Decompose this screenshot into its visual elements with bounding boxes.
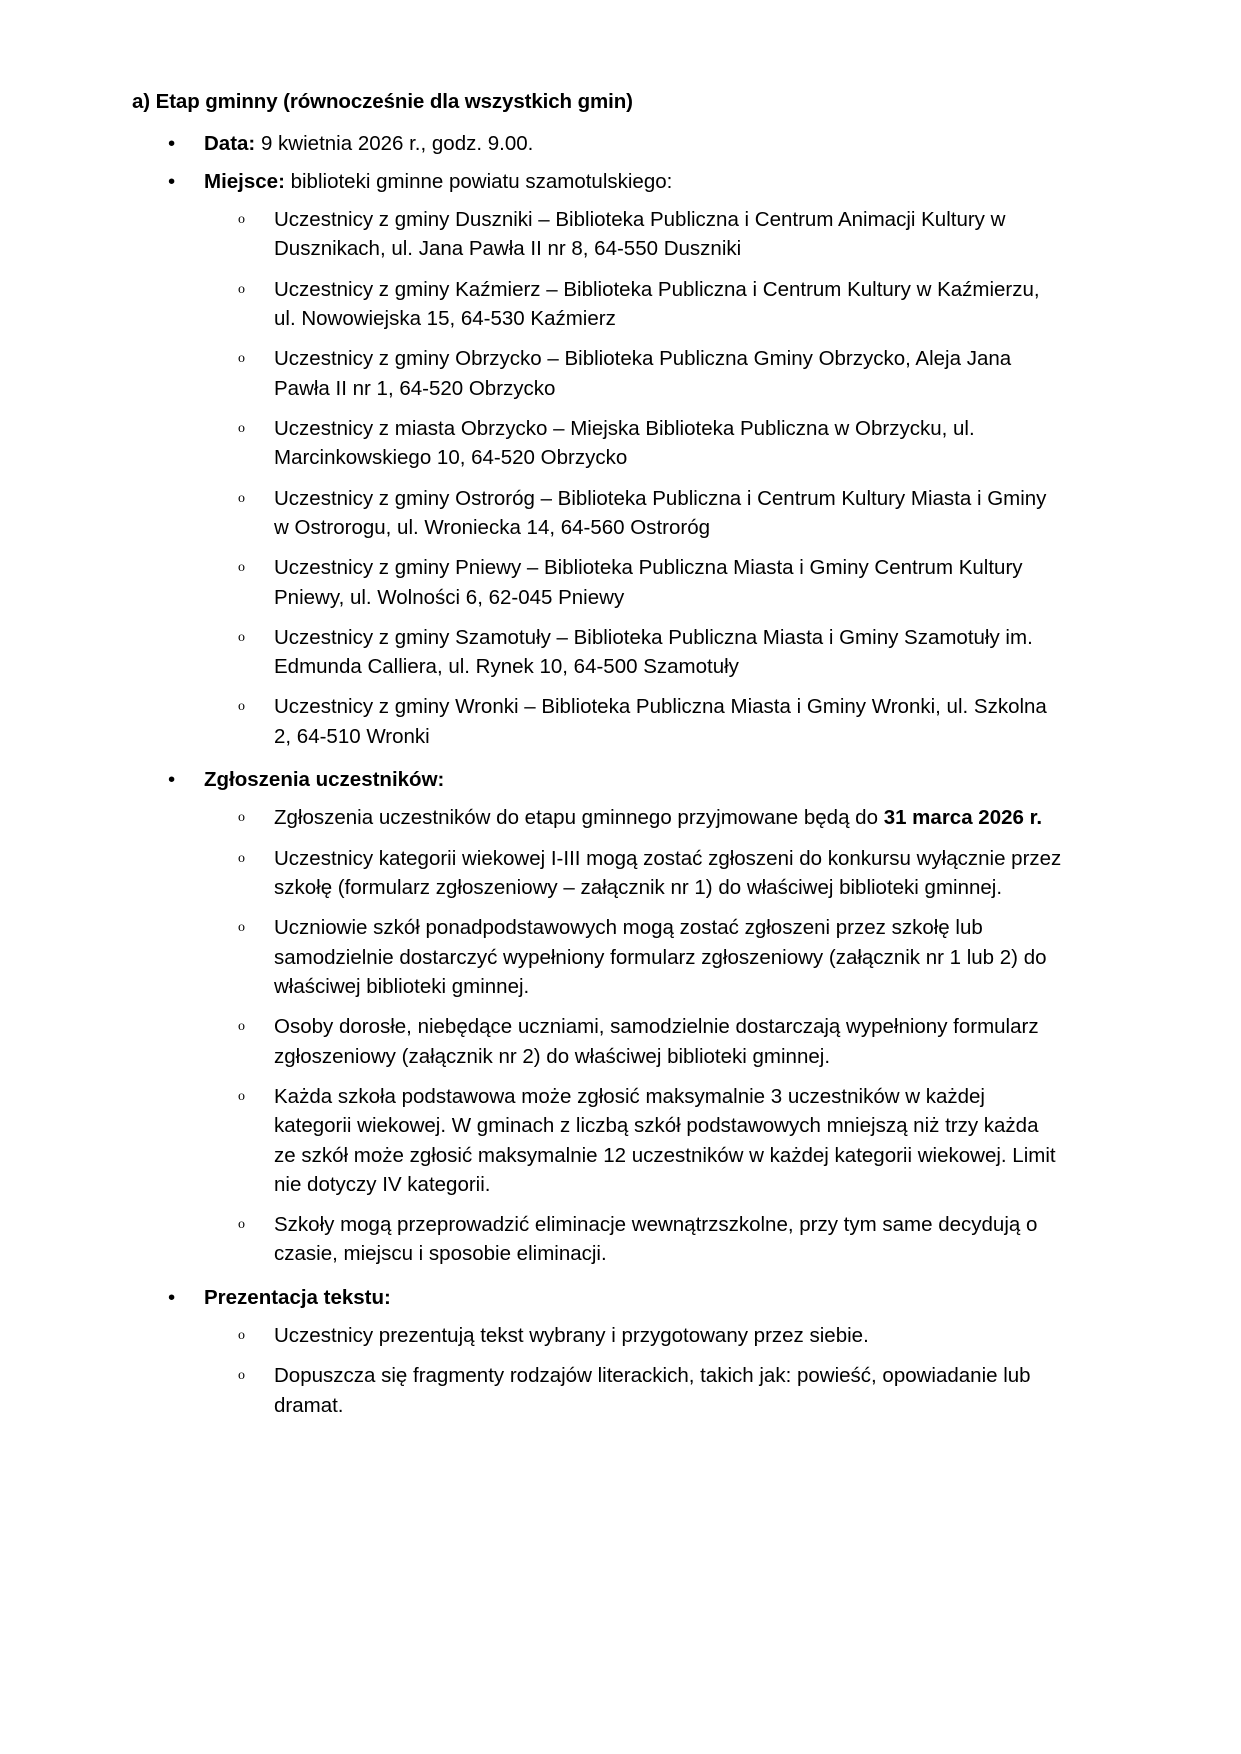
list-item-library — [204, 414, 1091, 473]
sub-bullet-icon: o — [238, 560, 245, 576]
rule-termin — [274, 803, 1064, 832]
sub-bullet-icon: o — [238, 850, 245, 866]
list-item-miejsce — [132, 167, 1091, 751]
main-list — [132, 129, 1091, 1420]
sub-bullet-icon: o — [238, 1019, 245, 1035]
rule-termin-prefix: Zgłoszenia uczestników do etapu gminnego przyjmowane będą do — [274, 806, 884, 830]
list-item-zgloszenia-text — [204, 765, 1091, 794]
value-data: 9 kwietnia 2026 r., godz. 9.00. — [255, 132, 534, 156]
rule-osoby-dorosle: Osoby dorosłe, niebędące uczniami, samodzielnie dostarczają wypełniony formularz zgłoszeniowy (załącznik nr 2) do właściwej biblioteki gminnej. — [274, 1015, 1039, 1068]
sub-bullet-icon: o — [238, 490, 245, 506]
list-item-rule — [204, 1361, 1091, 1420]
library-list — [204, 205, 1091, 751]
list-item-rule — [204, 1082, 1091, 1199]
sub-bullet-icon: o — [238, 1088, 245, 1104]
sub-bullet-icon: o — [238, 1328, 245, 1344]
list-item-rule — [204, 913, 1091, 1001]
library-kazmierz: Uczestnicy z gminy Kaźmierz – Biblioteka Publiczna i Centrum Kultury w Kaźmierzu, ul. Nowowiejska 15, 64-530 Kaźmierz — [274, 277, 1040, 331]
library-obrzycko-gmina: Uczestnicy z gminy Obrzycko – Biblioteka Publiczna Gminy Obrzycko, Aleja Jana Pawła II nr 1, 64-520 Obrzycko — [274, 347, 1012, 400]
sub-bullet-icon: o — [238, 629, 245, 645]
list-item-prezentacja — [132, 1283, 1091, 1420]
list-item-library — [204, 205, 1091, 264]
list-item-library — [204, 344, 1091, 403]
page-title: a) Etap gminny (równocześnie dla wszystkich gmin) — [132, 90, 633, 113]
rule-ponadpodstawowe: Uczniowie szkół ponadpodstawowych mogą zostać zgłoszeni przez szkołę lub samodzielnie dostarczyć wypełniony formularz zgłoszeniowy (załącznik nr 1 lub 2) do właściwej biblioteki gminnej. — [274, 916, 1047, 998]
list-item-library — [204, 275, 1091, 334]
list-item-data — [132, 129, 1091, 158]
list-item-rule — [204, 1012, 1091, 1071]
list-item-prezentacja-text — [204, 1283, 1091, 1312]
sub-bullet-icon: o — [238, 351, 245, 367]
prezentacja-sublist — [204, 1321, 1091, 1420]
library-duszniki: Uczestnicy z gminy Duszniki – Biblioteka Publiczna i Centrum Animacji Kultury w Dusznikach, ul. Jana Pawła II nr 8, 64-550 Duszniki — [274, 208, 1006, 261]
sub-bullet-icon: o — [238, 420, 245, 436]
sub-bullet-icon: o — [238, 920, 245, 936]
list-item-miejsce-text — [204, 167, 1091, 196]
rule-limity: Każda szkoła podstawowa może zgłosić maksymalnie 3 uczestników w każdej kategorii wiekowej. W gminach z liczbą szkół podstawowych mniejszą niż trzy każda ze szkół może zgłosić maksymalnie 12 uczestników w każdej kategorii wiekowej. Limit nie dotyczy IV kategorii. — [274, 1084, 1056, 1196]
sub-bullet-icon: o — [238, 212, 245, 228]
library-wronki: Uczestnicy z gminy Wronki – Biblioteka Publiczna Miasta i Gminy Wronki, ul. Szkolna 2, 64-510 Wronki — [274, 695, 1047, 748]
label-zgloszenia: Zgłoszenia uczestników: — [204, 768, 445, 792]
rule-kategorie-1-3: Uczestnicy kategorii wiekowej I-III mogą zostać zgłoszeni do konkursu wyłącznie przez szkołę (formularz zgłoszeniowy – załącznik nr 1) do właściwej biblioteki gminnej. — [274, 846, 1062, 900]
library-szamotuly: Uczestnicy z gminy Szamotuły – Biblioteka Publiczna Miasta i Gminy Szamotuły im. Edmunda Calliera, ul. Rynek 10, 64-500 Szamotuły — [274, 625, 1033, 679]
sub-bullet-icon: o — [238, 810, 245, 826]
library-pniewy: Uczestnicy z gminy Pniewy – Biblioteka Publiczna Miasta i Gminy Centrum Kultury Pniewy, ul. Wolności 6, 62-045 Pniewy — [274, 556, 1023, 609]
list-item-rule — [204, 1321, 1091, 1350]
list-item-rule — [204, 1210, 1091, 1269]
sub-bullet-icon: o — [238, 281, 245, 297]
bullet-icon: • — [168, 1285, 176, 1309]
rule-fragmenty: Dopuszcza się fragmenty rodzajów literackich, takich jak: powieść, opowiadanie lub dramat. — [274, 1364, 1031, 1417]
sub-bullet-icon: o — [238, 699, 245, 715]
list-item-data-text — [204, 129, 1091, 158]
list-item-library — [204, 484, 1091, 543]
label-data: Data: — [204, 132, 256, 156]
label-miejsce: Miejsce: — [204, 169, 285, 193]
list-item-library — [204, 692, 1091, 751]
value-miejsce: biblioteki gminne powiatu szamotulskiego: — [284, 169, 673, 193]
rule-eliminacje: Szkoły mogą przeprowadzić eliminacje wewnątrzszkolne, przy tym same decydują o czasie, miejscu i sposobie eliminacji. — [274, 1213, 1038, 1266]
rule-termin-deadline: 31 marca 2026 r. — [883, 806, 1043, 830]
rule-tekst-wybrany: Uczestnicy prezentują tekst wybrany i przygotowany przez siebie. — [274, 1324, 869, 1348]
sub-bullet-icon: o — [238, 1217, 245, 1233]
list-item-rule — [204, 803, 1091, 832]
zgloszenia-sublist — [204, 803, 1091, 1268]
bullet-icon: • — [168, 132, 176, 156]
sub-bullet-icon: o — [238, 1368, 245, 1384]
library-obrzycko-miasto: Uczestnicy z miasta Obrzycko – Miejska Biblioteka Publiczna w Obrzycku, ul. Marcinkowskiego 10, 64-520 Obrzycko — [274, 416, 975, 470]
label-prezentacja: Prezentacja tekstu: — [204, 1285, 391, 1309]
library-ostrorog: Uczestnicy z gminy Ostroróg – Biblioteka Publiczna i Centrum Kultury Miasta i Gminy w Ostrorogu, ul. Wroniecka 14, 64-560 Ostroróg — [274, 486, 1047, 539]
list-item-library — [204, 623, 1091, 682]
list-item-zgloszenia — [132, 765, 1091, 1269]
bullet-icon: • — [168, 169, 176, 193]
list-item-rule — [204, 844, 1091, 903]
list-item-library — [204, 553, 1091, 612]
bullet-icon: • — [168, 768, 176, 792]
